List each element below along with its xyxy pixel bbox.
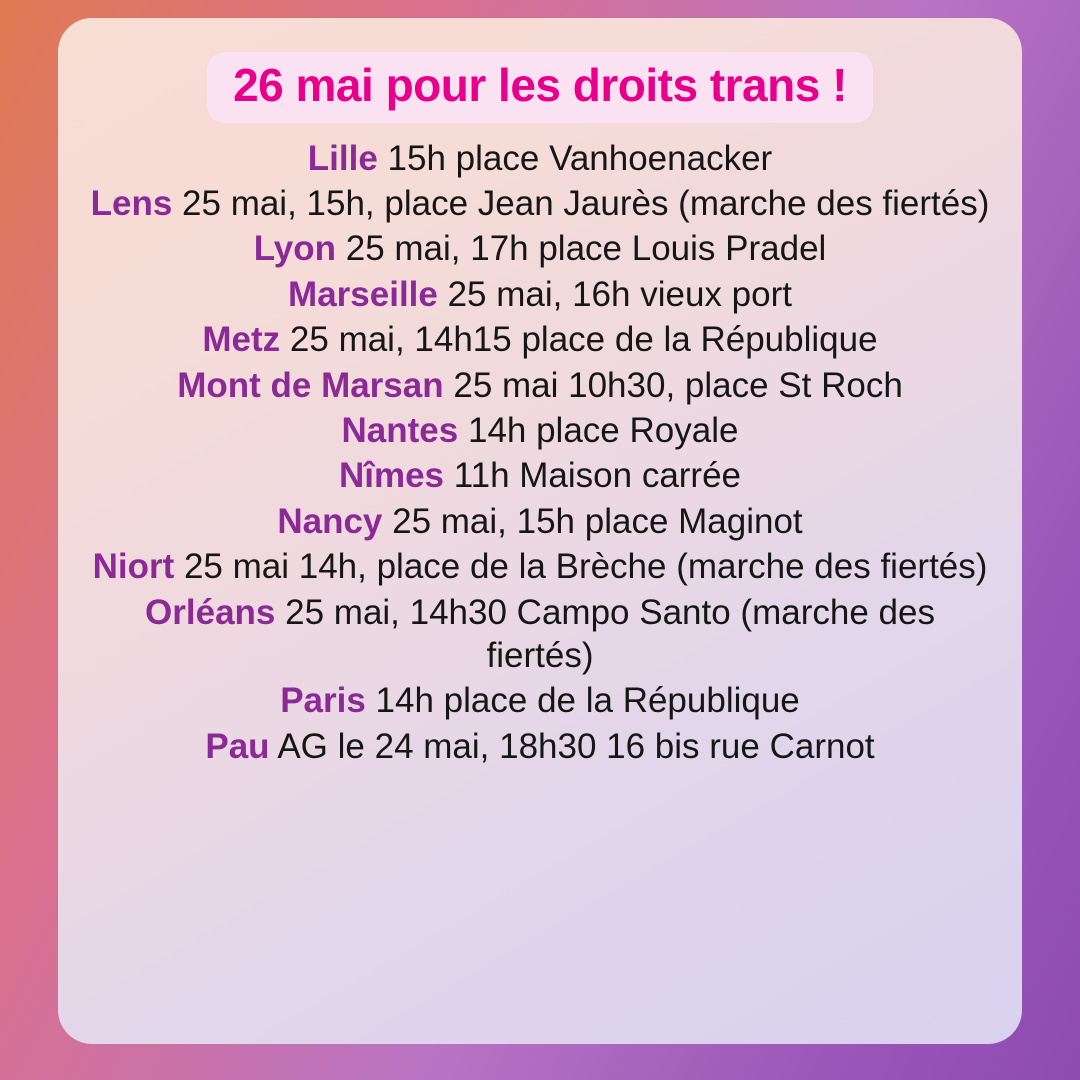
city-name: Nîmes [338,456,445,496]
city-name: Lyon [253,229,336,269]
event-details: 25 mai, 14h30 Campo Santo (marche des fiertés) [275,592,935,675]
list-item [84,454,996,497]
city-name: Niort [92,547,175,587]
city-name: Lens [90,183,173,223]
event-details: 25 mai, 14h15 place de la République [280,320,878,360]
list-item [84,364,996,407]
city-name: Marseille [288,274,438,314]
city-name: Paris [280,681,366,721]
event-details: 25 mai, 15h place Maginot [382,501,803,541]
event-details: 25 mai, 17h place Louis Pradel [336,229,827,269]
city-name: Pau [205,726,270,766]
list-item [84,591,996,678]
list-item [84,227,996,270]
event-details: 14h place Royale [458,410,739,450]
city-name: Nancy [277,501,383,541]
list-item [84,137,996,180]
page-title: 26 mai pour les droits trans ! [233,59,847,111]
event-details: AG le 24 mai, 18h30 16 bis rue Carnot [269,726,875,766]
list-item [84,409,996,452]
city-name: Orléans [145,592,276,632]
list-item [84,679,996,722]
list-item [84,318,996,361]
title-banner [207,52,873,123]
event-list [84,137,996,770]
city-name: Nantes [341,410,459,450]
event-details: 15h place Vanhoenacker [377,138,773,178]
event-details: 25 mai 14h, place de la Brèche (marche des fiertés) [174,547,988,587]
city-name: Lille [307,138,378,178]
city-name: Mont de Marsan [177,365,444,405]
event-details: 14h place de la République [365,681,800,721]
city-name: Metz [202,320,281,360]
list-item [84,500,996,543]
list-item [84,182,996,225]
event-details: 25 mai 10h30, place St Roch [443,365,903,405]
list-item [84,273,996,316]
poster-card [58,18,1022,1044]
event-details: 11h Maison carrée [444,456,742,496]
list-item [84,545,996,588]
event-details: 25 mai, 16h vieux port [437,274,792,314]
event-details: 25 mai, 15h, place Jean Jaurès (marche des fiertés) [172,183,990,223]
list-item [84,725,996,768]
